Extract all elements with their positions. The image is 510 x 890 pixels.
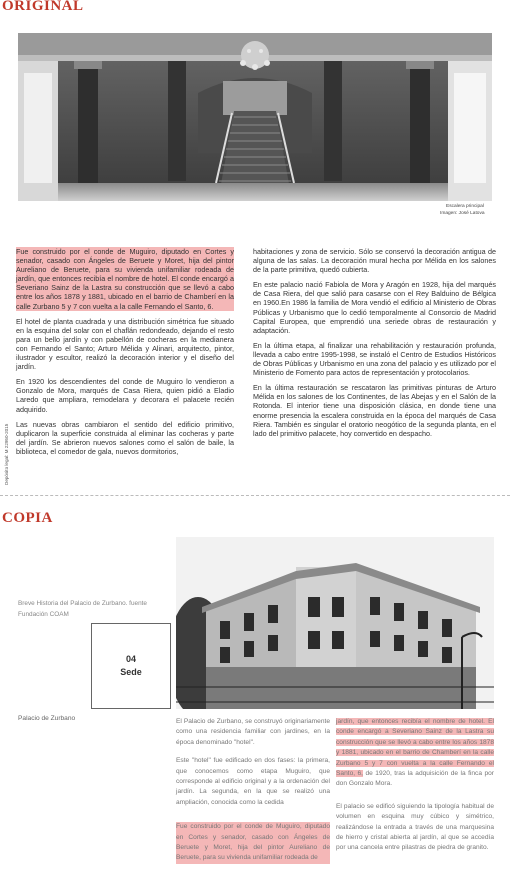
- legal-deposit-note: Depósito legal: M 22950-2015: [4, 423, 9, 485]
- copia-header: COPIA: [2, 510, 53, 526]
- original-left-column: [16, 247, 234, 462]
- photo-caption-1: Escalera principal: [446, 204, 484, 209]
- original-header: ORIGINAL: [2, 0, 84, 14]
- text: de 1920, tras la adquisición de la finca por don Gonzalo Mora.: [336, 770, 495, 788]
- copia-middle-column: [176, 717, 330, 872]
- copia-right-column: [336, 717, 494, 862]
- section-divider: [0, 495, 510, 496]
- original-right-column: [253, 247, 496, 444]
- photo-caption-2: Imagen: José Latova: [440, 211, 485, 216]
- palace-illustration: [176, 537, 494, 709]
- paragraph: El hotel de planta cuadrada y una distribución simétrica fue situado en la esquina del solar con el chaflán redondeado, dejando el resto para un bello jardín y con pabellón de cocheras en la medianera con Fernando el Santo; Arturo Mélida y Alinari, arquitecto, pintor, ilustrador y escultor, realizó la decoración interior y el diseño del jardín.: [16, 316, 234, 372]
- paragraph: habitaciones y zona de servicio. Sólo se conservó la decoración antigua de alguna de las salas. La decoración mural hecha por Mélida en los salones de la parte primitiva, quedó cubierta.: [253, 247, 496, 275]
- paragraph: El Palacio de Zurbano, se construyó originariamente como una residencia familiar con jardines, en la época denominado "hotel".: [176, 718, 330, 746]
- highlighted-text: jardín, que entonces recibía el nombre de hotel. El conde encargó a Severiano Sainz de la Lastra su construcción que se llevó a cabo entre los años 1878 y 1881, ubicado en el barrio de Chamberí en la calle Zurbano 5 y 7 con vuelta a la calle Fernando el Santo, 6,: [336, 718, 494, 778]
- paragraph: En este palacio nació Fabiola de Mora y Aragón en 1928, hija del marqués de Casa Riera, del que salió para casarse con el Rey Balduino de Bélgica en 1960.En 1986 la familia de Mora vendió el edificio al Ministerio de Obras Públicas y Urbanismo que lo cedió temporalmente al Consorcio de Madrid Capital Europea, que emprendió una seriede obras de restauración y adaptación.: [253, 280, 496, 335]
- paragraph: Las nuevas obras cambiaron el sentido del edificio primitivo, duplicaron la superficie construida al eliminar las cocheras y parte del jardín. Se abrieron nuevos salones como el salón de baile, la biblioteca, el comedor de gala, nuevos dormitorios,: [16, 419, 234, 456]
- staircase-photo: [18, 33, 492, 201]
- sede-label: Sede: [120, 667, 142, 677]
- paragraph: En la última etapa, al finalizar una rehabilitación y restauración profunda, llevada a cabo entre 1995-1998, se instaló el Centro de Estudios Históricos de Obras Públicas y Urbanismo en una zona del palacio y es utilizado por el Ministerio de Fomento para actos de representación y protocolarios.: [253, 340, 496, 378]
- paragraph: En 1920 los descendientes del conde de Muguiro lo vendieron a Gonzalo de Mora, marqués de Casa Riera, quien pidió a Eladio Laredo que ampliara, remodelara y decorara el palacete recién adquirido.: [16, 377, 234, 414]
- copia-side-note: Breve Historia del Palacio de Zurbano. fuente Fundación COAM: [18, 600, 147, 618]
- highlighted-paragraph: Fue construido por el conde de Muguiro, diputado en Cortes y senador, casado con Ángeles de Beruete y Moret, hija del pintor Aureliano de Beruete, para su vivienda unifamiliar rodeada de jardín, que entonces recibía el nombre de hotel. El conde encargó a Severiano Sainz de la Lastra su construcción que se llevó a cabo entre los años 1878 y 1881, ubicado en el barrio de Chamberí en la calle Zurbano 5 y 7 con vuelta a la calle Fernando el Santo, 6.: [16, 247, 234, 311]
- staircase-illustration: [18, 33, 492, 201]
- sede-number: 04: [125, 654, 136, 664]
- paragraph: Este "hotel" fue edificado en dos fases: la primera, que conocemos como etapa Muguiro, que corresponde al edificio original y a la ordenación del jardín. La segunda, en la que se realizó una ampliación, conocida como la cedida: [176, 757, 330, 806]
- paragraph: En la última restauración se rescataron las primitivas pinturas de Arturo Mélida en los salones de los Continentes, de las Abejas y en el Salón de la Rotonda. El interior tiene una disposición clásica, en donde tiene una enorme presencia la escalera construida en la época del marqués de Casa Riera. También es singular el oratorio neogótico de la segunda planta, en el lado del primitivo palacete, hoy convertido en despacho.: [253, 383, 496, 438]
- paragraph: El palacio se edificó siguiendo la tipología habitual de volumen en esquina muy cúbico y simétrico, realizándose la entrada a través de una marquesina de hierro y cristal abierta al jardín, al que se accedía por una cancela entre pilastras de piedra de granito.: [336, 802, 494, 852]
- sede-box: [91, 623, 171, 709]
- palacio-caption: Palacio de Zurbano: [18, 715, 76, 722]
- palace-photo: [176, 537, 494, 709]
- highlighted-paragraph: Fue construido por el conde de Muguiro, diputado en Cortes y senador, casado con Ángeles de Beruete y Moret, hija del pintor Aureliano de Beruete, para su vivienda unifamiliar rodeada de: [176, 822, 330, 864]
